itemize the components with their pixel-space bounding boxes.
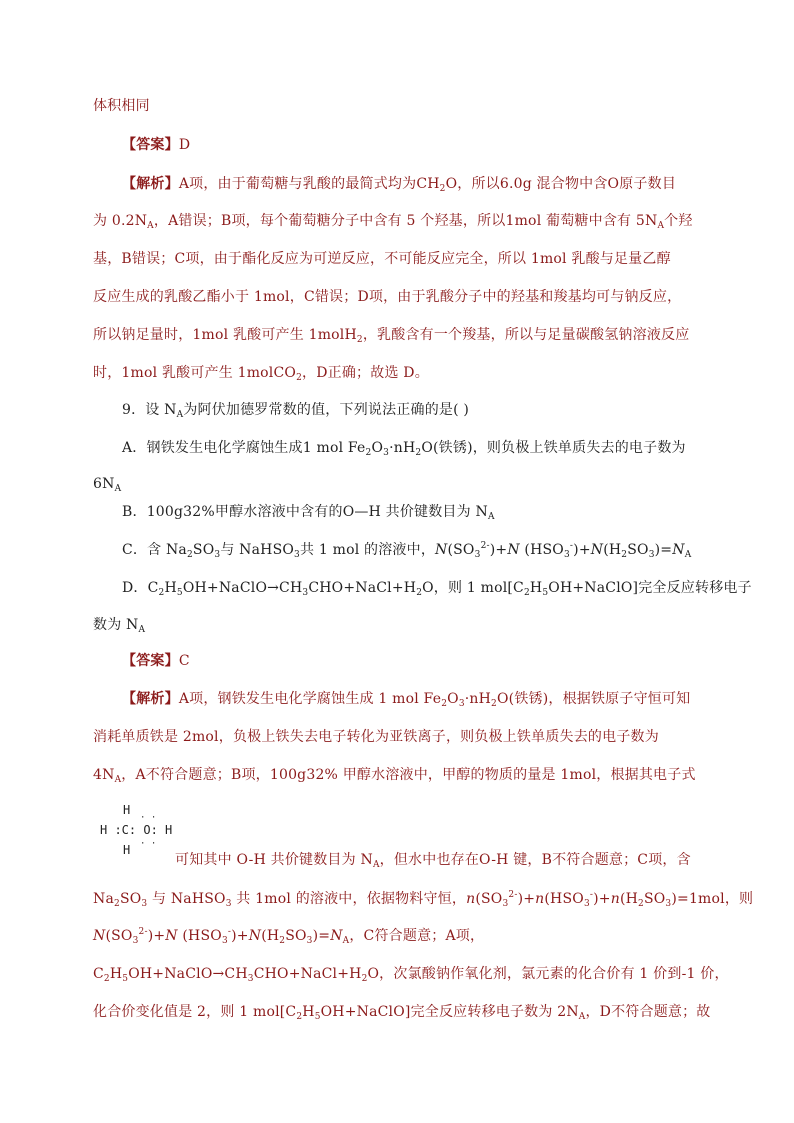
answer-line: 【答案】D [122,137,191,153]
text-line: 所以钠足量时，1mol 乳酸可产生 1molH$_2$，乳酸含有一个羧基，所以与足量碳酸氢钠溶液反应 [93,327,690,345]
option-a-cont: $6N_A$ [93,476,122,494]
answer-label: 【答案】 [122,653,179,669]
option-d-cont: 数为 $N_A$ [93,617,146,635]
text-line: $Na_2SO_3$ 与 NaHSO$_3$ 共 1mol 的溶液中，依据物料守恒，$n(SO_3^{2-})+n(HSO_3^-)+n(H_2SO_3)=1mol$，则 [93,890,754,909]
text-line: 化合价变化值是 2，则 1 $mol[C_2H_5OH+NaClO]$完全反应转移电子数为 $2N_A$，D不符合题意；故 [93,1004,711,1022]
option-d: D．$C_2H_5OH+NaClO\to CH_3CHO+NaCl+H_2O$，则 1 $mol[C_2H_5OH+NaClO]$完全反应转移电子 [122,580,752,598]
text-line: 体积相同 [93,98,150,114]
question-stem: 9．设 $N_A$为阿伏加德罗常数的值，下列说法正确的是( ) [122,402,470,420]
text-line: $C_2H_5OH+NaClO\to CH_3CHO+NaCl+H_2O$，次氯酸钠作氧化剂，氯元素的化合价有 1 价到-1 价， [93,966,729,984]
text-line: $4N_A$，A不符合题意；B项，100g32% 甲醇水溶液中，甲醇的物质的量是 1mol，根据其电子式 [93,767,696,785]
answer-line: 【答案】C [122,653,190,669]
analysis-line: 【解析】A项，由于葡萄糖与乳酸的最简式均为$CH_2O$，所以6.0g 混合物中含O原子数目 [122,176,677,194]
option-b: B．100g32%甲醇水溶液中含有的O—H 共价键数目为 $N_A$ [122,504,495,522]
option-c: C．含 $Na_2SO_3$与 NaHSO$_3$共 1 mol 的溶液中，$N(SO_3^{2-})+N$ $(HSO_3^-)+N(H_2SO_3)=N_A$ [122,541,692,560]
option-a: A．钢铁发生电化学腐蚀生成1 mol $Fe_2O_3\cdot nH_2O$(铁锈)，则负极上铁单质失去的电子数为 [122,440,686,458]
text-line: 可知其中 O-H 共价键数目为 $N_A$，但水中也存在O-H 键，B不符合题意；C项，含 [175,852,691,870]
methanol-lewis-structure: H · · H :C: O: H H · · [100,803,173,857]
analysis-label: 【解析】 [122,176,179,192]
analysis-label: 【解析】 [122,691,179,707]
analysis-line: 【解析】A项，钢铁发生电化学腐蚀生成 1 mol $Fe_2O_3\cdot nH_2O$(铁锈)，根据铁原子守恒可知 [122,691,691,709]
text-line: 基，B错误；C项，由于酯化反应为可逆反应，不可能反应完全，所以 1mol 乳酸与足量乙醇 [93,251,671,267]
text-line: 为 $0.2N_A$，A错误；B项，每个葡萄糖分子中含有 5 个羟基，所以1mol 葡萄糖中含有 $5N_A$个羟 [93,213,693,231]
answer-label: 【答案】 [122,137,179,153]
text-line: 消耗单质铁是 2mol，负极上铁失去电子转化为亚铁离子，则负极上铁单质失去的电子数为 [93,729,659,745]
text-line: 反应生成的乳酸乙酯小于 1mol，C错误；D项，由于乳酸分子中的羟基和羧基均可与钠反应， [93,289,682,305]
text-line: 时，1mol 乳酸可产生 1molCO$_2$，D正确；故选 D。 [93,365,429,383]
text-line: $N(SO_3^{2-})+N$ $(HSO_3^-)+N(H_2SO_3)=N_A$，C符合题意；A项， [93,927,485,946]
